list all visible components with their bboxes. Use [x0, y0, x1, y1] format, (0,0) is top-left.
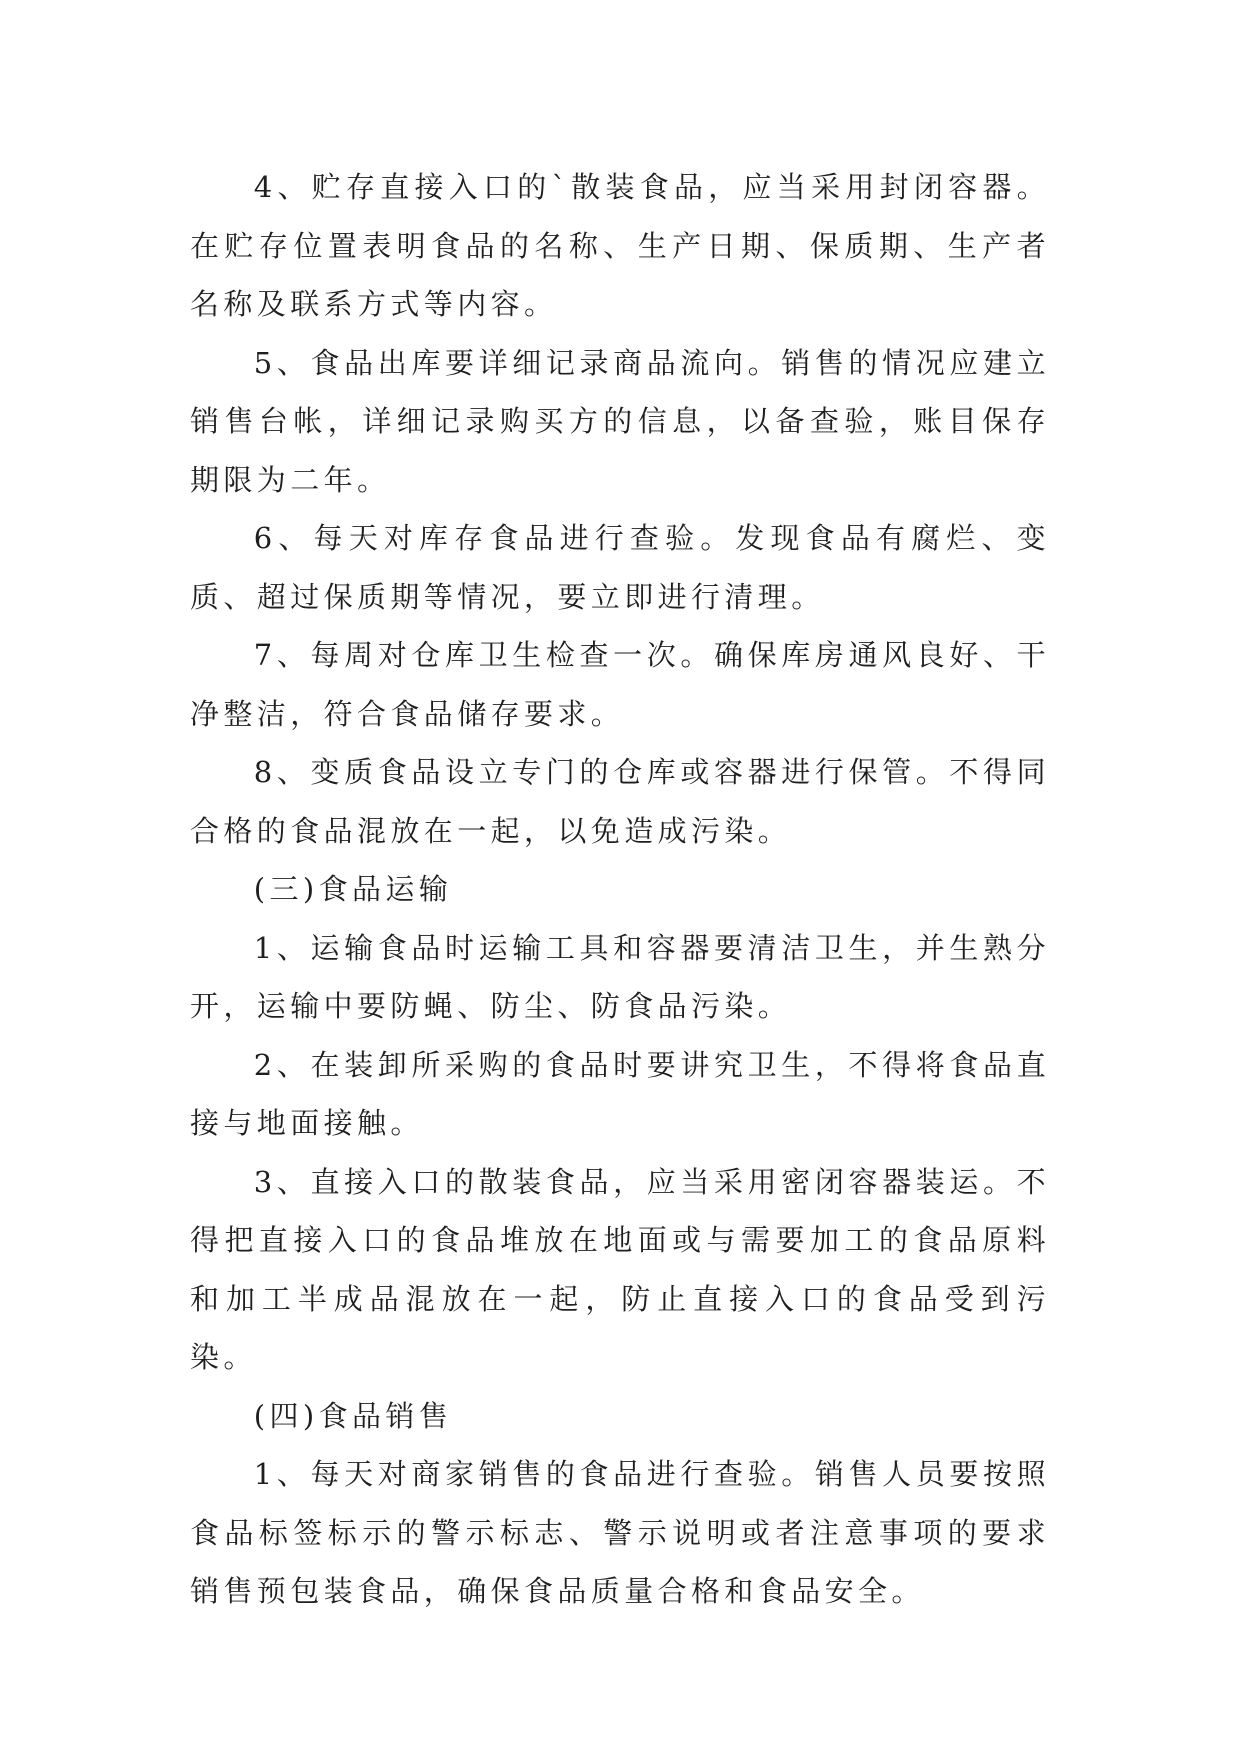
- paragraph-daily-inspection: 6、每天对库存食品进行查验。发现食品有腐烂、变质、超过保质期等情况，要立即进行清理。: [190, 521, 1050, 614]
- paragraph-transport-clean: 1、运输食品时运输工具和容器要清洁卫生，并生熟分开，运输中要防蝇、防尘、防食品污染。: [190, 930, 1050, 1023]
- paragraph-sealed-containers: 3、直接入口的散装食品，应当采用密闭容器装运。不得把直接入口的食品堆放在地面或与需要加工的食品原料和加工半成品混放在一起，防止直接入口的食品受到污染。: [190, 1164, 1050, 1374]
- section-heading-sales: (四)食品销售: [253, 1398, 453, 1433]
- paragraph-weekly-hygiene: 7、每周对仓库卫生检查一次。确保库房通风良好、干净整洁，符合食品储存要求。: [190, 638, 1050, 731]
- paragraph-loading-hygiene: 2、在装卸所采购的食品时要讲究卫生，不得将食品直接与地面接触。: [190, 1047, 1050, 1140]
- section-heading-transport: (三)食品运输: [253, 872, 453, 906]
- paragraph-spoiled-food: 8、变质食品设立专门的仓库或容器进行保管。不得同合格的食品混放在一起，以免造成污染。: [190, 755, 1050, 848]
- paragraph-storage-bulk-food: 4、贮存直接入口的`散装食品，应当采用封闭容器。在贮存位置表明食品的名称、生产日期、保质期、生产者名称及联系方式等内容。: [190, 170, 1050, 321]
- paragraph-sales-inspection: 1、每天对商家销售的食品进行查验。销售人员要按照食品标签标示的警示标志、警示说明或者注意事项的要求销售预包装食品，确保食品质量合格和食品安全。: [190, 1457, 1050, 1608]
- paragraph-outbound-records: 5、食品出库要详细记录商品流向。销售的情况应建立销售台帐，详细记录购买方的信息，以备查验，账目保存期限为二年。: [190, 345, 1050, 497]
- document-body: [190, 158, 1050, 1621]
